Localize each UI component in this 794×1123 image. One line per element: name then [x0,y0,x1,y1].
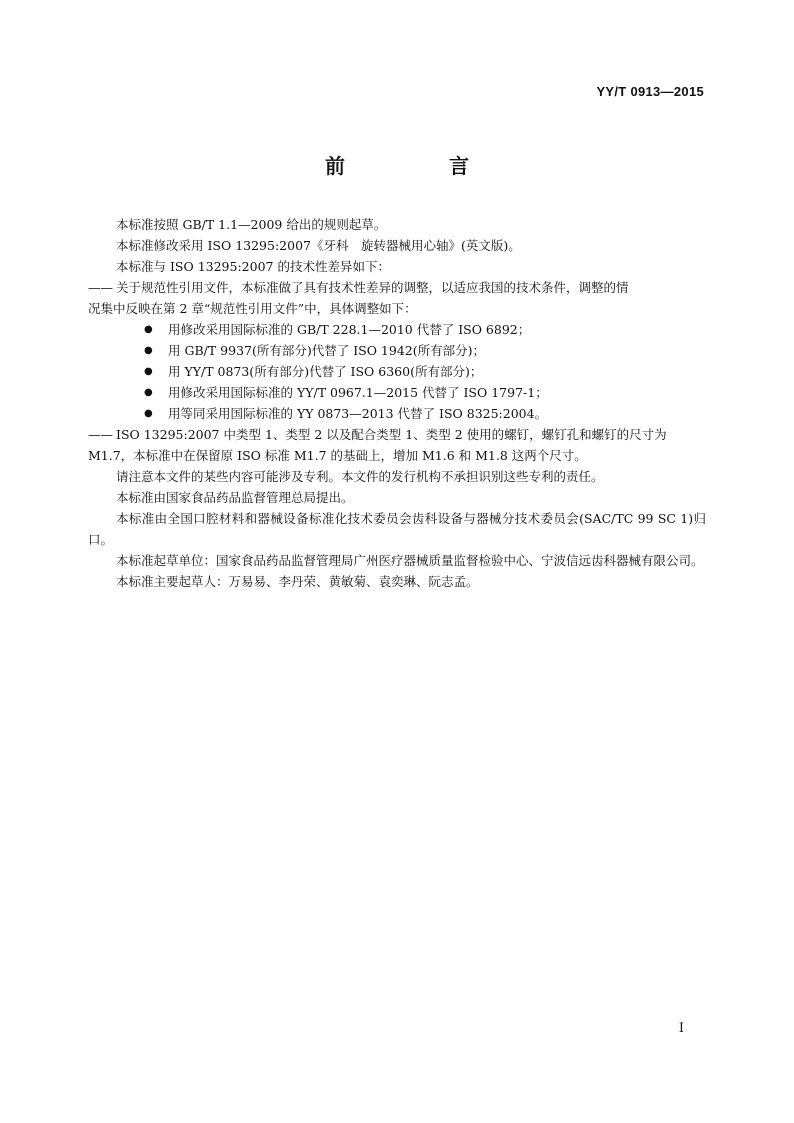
page-title: 前 言 [325,154,511,178]
foreword-content [88,214,706,592]
dash-item-normative-references [88,277,706,298]
list-item: ● 用 GB/T 9937(所有部分)代替了 ISO 1942(所有部分)； [144,340,706,361]
dash-item-continuation: M1.7，本标准中在保留原 ISO 标准 M1.7 的基础上，增加 M1.6 和 M1.8 这两个尺寸。 [88,448,587,463]
list-item: ● 用修改采用国际标准的 GB/T 228.1—2010 代替了 ISO 6892； [144,319,706,340]
paragraph-centralized-by: 本标准由全国口腔材料和器械设备标准化技术委员会齿科设备与器械分技术委员会(SAC/TC 99 SC 1)归口。 [88,511,706,547]
paragraph-drafters: 本标准主要起草人：万易易、李丹荣、黄敏菊、袁奕琳、阮志孟。 [116,574,479,589]
paragraph-drafting-units: 本标准起草单位：国家食品药品监督管理局广州医疗器械质量监督检验中心、宁波信远齿科器械有限公司。 [116,553,704,568]
paragraph-adoption: 本标准修改采用 ISO 13295:2007《牙科 旋转器械用心轴》(英文版)。 [116,238,521,253]
dash-item-screw-dimensions [88,424,706,445]
list-item: ● 用等同采用国际标准的 YY 0873—2013 代替了 ISO 8325:2004。 [144,403,706,424]
dash-mark: —— [88,427,113,442]
paragraph-differences-intro: 本标准与 ISO 13295:2007 的技术性差异如下： [116,259,390,274]
dash-mark: —— [88,280,113,295]
document-code-header: YY/T 0913—2015 [596,84,704,99]
dash-item-continuation: 况集中反映在第 2 章“规范性引用文件”中，具体调整如下： [88,301,417,316]
dash-item-line: 关于规范性引用文件，本标准做了具有技术性差异的调整，以适应我国的技术条件，调整的情 [116,280,629,295]
dash-item-line: ISO 13295:2007 中类型 1、类型 2 以及配合类型 1、类型 2 使用的螺钉，螺钉孔和螺钉的尺寸为 [116,427,667,442]
list-item: ● 用 YY/T 0873(所有部分)代替了 ISO 6360(所有部分)； [144,361,706,382]
list-item: ● 用修改采用国际标准的 YY/T 0967.1—2015 代替了 ISO 1797-1； [144,382,706,403]
paragraph-drafting-rules: 本标准按照 GB/T 1.1—2009 给出的规则起草。 [116,217,387,232]
page-number: I [678,1021,684,1036]
paragraph-proposer: 本标准由国家食品药品监督管理总局提出。 [116,490,354,505]
paragraph-patent-notice: 请注意本文件的某些内容可能涉及专利。本文件的发行机构不承担识别这些专利的责任。 [116,469,604,484]
adjustment-list [88,319,706,424]
